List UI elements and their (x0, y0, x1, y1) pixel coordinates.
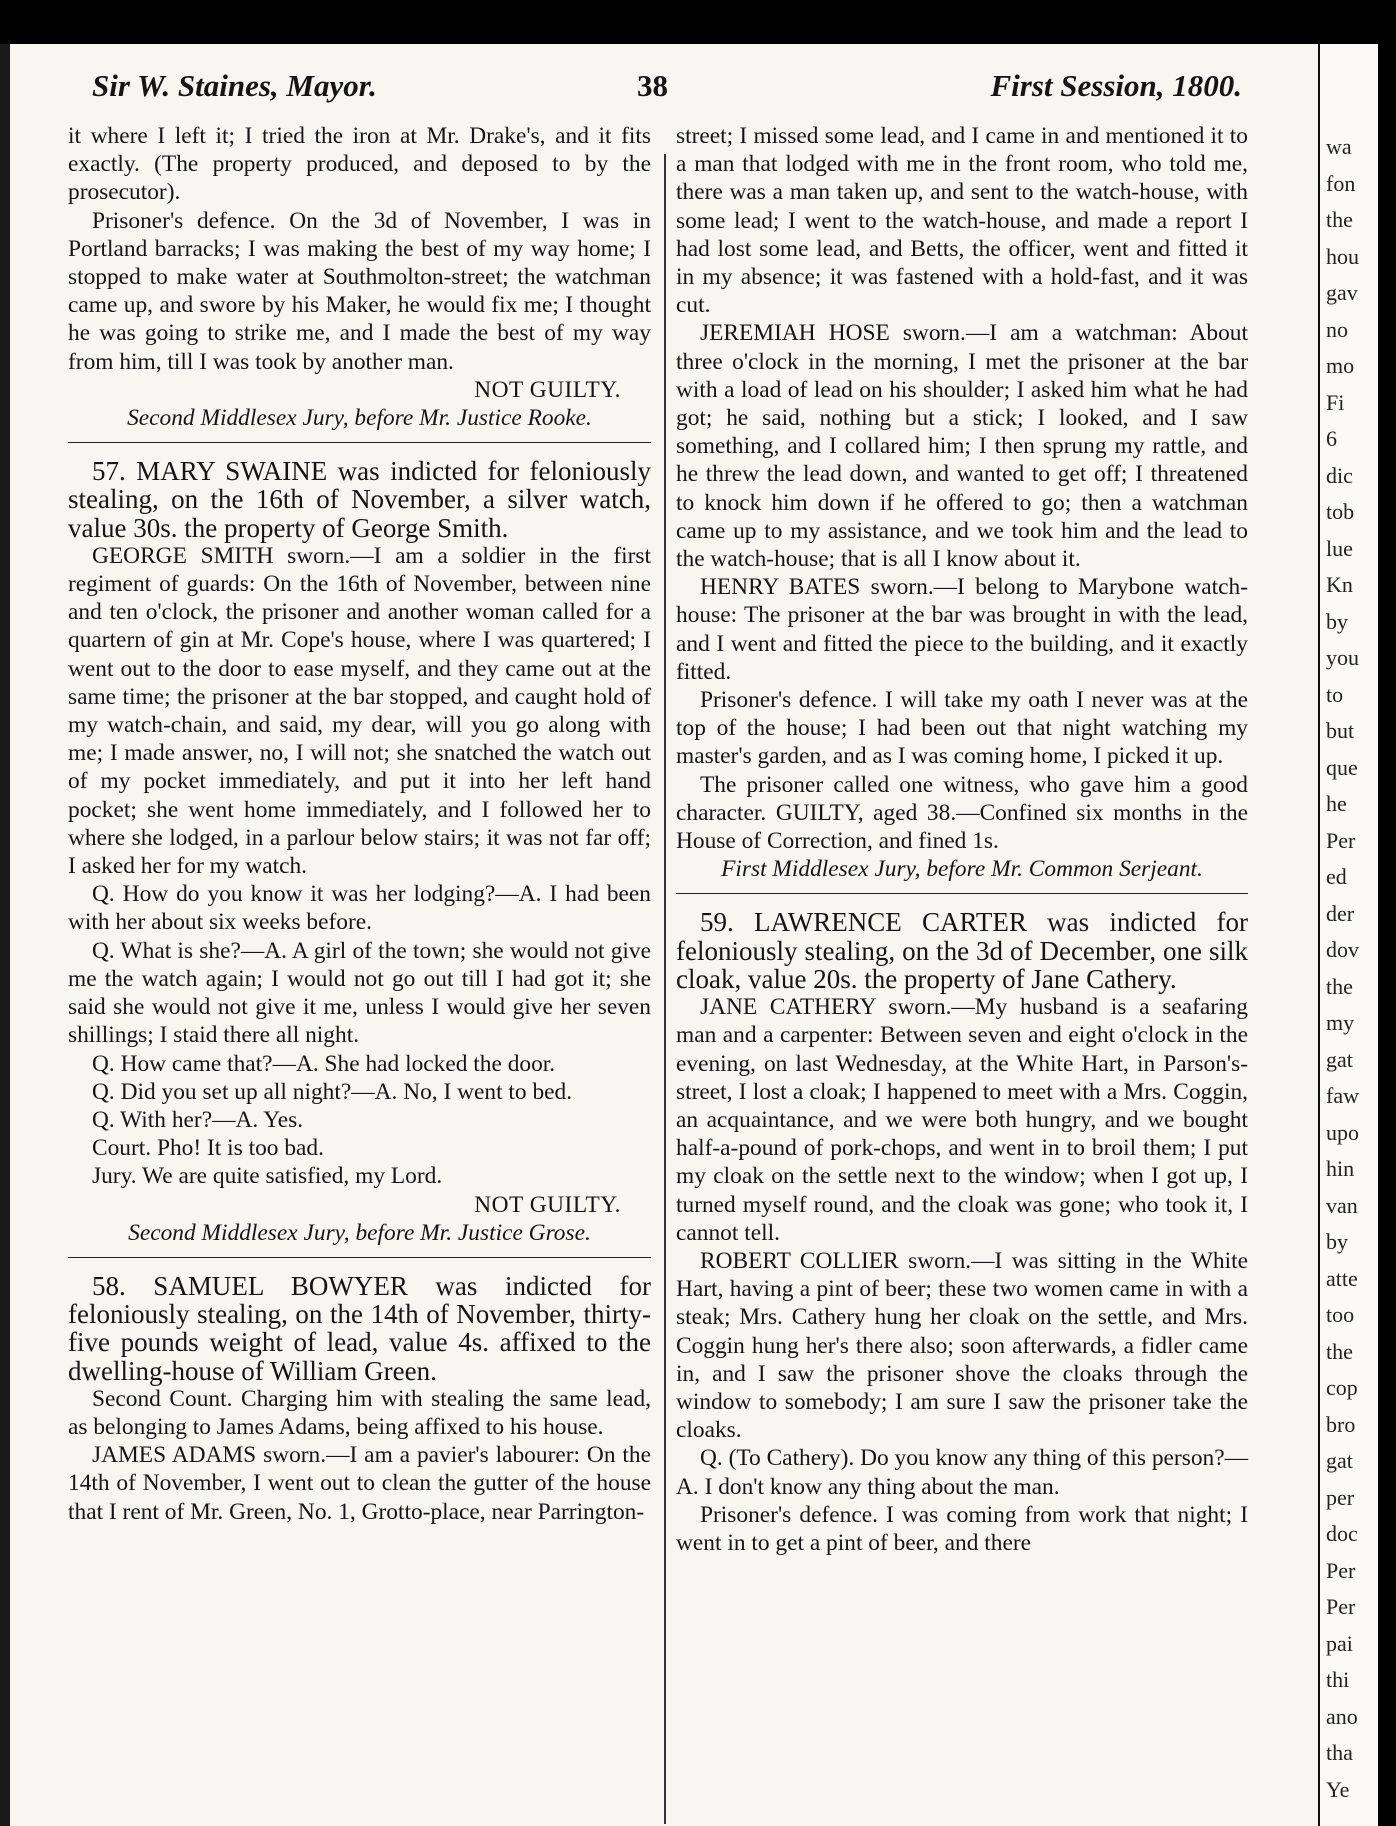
case-heading: 57. MARY SWAINE was indicted for feloniously stealing, on the 16th of November, a silver watch, value 30s. the property of George Smith. (68, 456, 651, 543)
facing-page-fragment: atte (1326, 1265, 1358, 1291)
facing-page-fragment: dic (1326, 462, 1353, 488)
testimony: GEORGE SMITH sworn.—I am a soldier in the first regiment of guards: On the 16th of November, between nine and ten o'clock, the prisoner and another woman called for a quartern of gin at Mr. Cope's house, where I was quartered; I went out to the door to ease myself, and they came out at the same time; the prisoner at the bar stopped, and caught hold of my watch-chain, and said, my dear, will you go along with me; I made answer, no, I will not; she snatched the watch out of my pocket immediately, and put it into her left hand pocket; she went home immediately, and I followed her to where she lodged, in a parlour below stairs; it was not far off; I asked her for my watch. (68, 542, 651, 880)
page-binding-shadow (0, 44, 10, 1826)
question-answer: Q. Did you set up all night?—A. No, I went to bed. (92, 1078, 573, 1105)
facing-page-fragment: Ye (1326, 1776, 1350, 1802)
left-column (68, 122, 651, 1526)
facing-page-fragment: 6 (1326, 426, 1337, 451)
facing-page-fragment: to (1326, 681, 1344, 707)
facing-page-fragment: que (1326, 754, 1358, 780)
facing-page-fragment: gat (1326, 1046, 1353, 1072)
facing-page-fragment: Per (1326, 1594, 1356, 1619)
jury-line: First Middlesex Jury, before Mr. Common Serjeant. (721, 856, 1203, 883)
column-divider (664, 154, 666, 1824)
facing-page-fragment: upo (1326, 1119, 1359, 1145)
running-header (92, 68, 1242, 112)
facing-page-fragment: but (1326, 718, 1355, 743)
facing-page-fragment: the (1326, 1338, 1353, 1364)
testimony: JEREMIAH HOSE sworn.—I am a watchman: About three o'clock in the morning, I met the prisoner at the bar with a load of lead on his shoulder; I asked him what he had got; he said, nothing but a stick; I looked, and I saw something, and I collared him; I then sprung my rattle, and he threw the lead down, and wanted to get off; I threatened to knock him down if he offered to go; then a watchman came up to my assistance, and we took him and the lead to the watch-house; that is all I know about it. (676, 320, 1248, 573)
verdict-sentence: The prisoner called one witness, who gave him a good character. GUILTY, aged 38.—Confined six months in the House of Correction, and fined 1s. (676, 771, 1248, 855)
facing-page-fragment: too (1326, 1302, 1355, 1327)
testimony: JAMES ADAMS sworn.—I am a pavier's labourer: On the 14th of November, I went out to clean the gutter of the house that I rent of Mr. Green, No. 1, Grotto-place, near Parrington- (68, 1442, 651, 1525)
facing-page-fragment: fon (1326, 170, 1356, 196)
jury-line: Second Middlesex Jury, before Mr. Justice Grose. (128, 1219, 591, 1246)
facing-page-fragment: gav (1326, 280, 1358, 305)
facing-page-fragment: mo (1326, 353, 1355, 378)
facing-page-fragment: Per (1326, 827, 1356, 853)
facing-page-fragment: the (1326, 973, 1353, 999)
facing-page-fragment: thi (1326, 1667, 1350, 1692)
page-number: 38 (637, 68, 668, 103)
question-answer: Q. How do you know it was her lodging?—A. I had been with her about six weeks before. (68, 881, 651, 936)
book-page (0, 44, 1396, 1826)
facing-page-fragment: he (1326, 791, 1347, 816)
jury-remark: Jury. We are quite satisfied, my Lord. (92, 1163, 443, 1190)
facing-page-fragment: by (1326, 1229, 1348, 1254)
verdict: NOT GUILTY. (474, 376, 621, 403)
prisoner-defence: Prisoner's defence. I was coming from work that night; I went in to get a pint of beer, and there (676, 1501, 1248, 1556)
question-answer: Q. What is she?—A. A girl of the town; she would not give me the watch again; I would not go out till I had got it; she said she would not give it me, unless I would give her seven shillings; I staid there all night. (68, 937, 651, 1049)
case-separator (68, 442, 651, 443)
facing-page-fragment: der (1326, 900, 1355, 926)
facing-page-fragment: bro (1326, 1411, 1356, 1437)
facing-page-fragment: tob (1326, 499, 1355, 524)
facing-page-fragment: Fi (1326, 389, 1345, 415)
facing-page-fragment: Per (1326, 1557, 1356, 1583)
case-separator (68, 1257, 651, 1258)
question-answer: Q. With her?—A. Yes. (92, 1106, 304, 1133)
scan-border (1378, 44, 1396, 1826)
facing-page-fragment: no (1326, 316, 1348, 342)
jury-line: Second Middlesex Jury, before Mr. Justice Rooke. (127, 405, 592, 432)
testimony: street; I missed some lead, and I came in and mentioned it to a man that lodged with me in the front room, who told me, there was a man taken up, and sent to the watch-house, with some lead; I went to the watch-house, and made a report I had lost some lead, and Betts, the officer, went and fitted it in my absence; it was fastened with a hold-fast, and it was cut. (676, 123, 1248, 319)
facing-page-fragment: Kn (1326, 572, 1353, 597)
facing-page-fragment: hin (1326, 1156, 1355, 1181)
facing-page-fragment: faw (1326, 1083, 1359, 1108)
facing-page-fragment: tha (1326, 1740, 1353, 1765)
facing-page-fragment: the (1326, 207, 1353, 232)
facing-page-fragment: ano (1326, 1703, 1358, 1729)
right-column (676, 122, 1248, 1557)
paragraph: it where I left it; I tried the iron at Mr. Drake's, and it fits exactly. (The property produced, and deposed to by the prosecutor). (68, 123, 651, 206)
second-count: Second Count. Charging him with stealing the same lead, as belonging to James Adams, being affixed to his house. (68, 1385, 651, 1440)
question-answer: Q. (To Cathery). Do you know any thing of this person?—A. I don't know any thing about the man. (676, 1445, 1248, 1500)
facing-page-fragment: doc (1326, 1521, 1358, 1546)
prisoner-defence: Prisoner's defence. I will take my oath I never was at the top of the house; I had been out that night watching my master's garden, and as I was coming home, I picked it up. (676, 687, 1248, 770)
facing-page-edge (1318, 44, 1396, 1826)
case-heading: 58. SAMUEL BOWYER was indicted for feloniously stealing, on the 14th of November, thirty-five pounds weight of lead, value 4s. affixed to the dwelling-house of William Green. (68, 1270, 651, 1386)
facing-page-fragment: lue (1326, 535, 1353, 561)
testimony: JANE CATHERY sworn.—My husband is a seafaring man and a carpenter: Between seven and eight o'clock in the evening, on last Wednesday, at the White Hart, in Parson's-street, I lost a cloak; I happened to meet with a Mrs. Coggin, an acquaintance, and we were both hungry, and we bought half-a-pound of pork-chops, and went in to broil them; I put my cloak on the settle next to the window; when I got up, I turned myself round, and the cloak was gone; who took it, I cannot tell. (676, 994, 1248, 1246)
testimony: ROBERT COLLIER sworn.—I was sitting in the White Hart, having a pint of beer; these two women came in with a steak; Mrs. Cathery hung her cloak on the settle, and Mrs. Coggin hung her's there also; soon afterwards, a fidler came in, and I saw the prisoner shove the cloaks through the window to somebody; I am sure I saw the prisoner take the cloaks. (676, 1247, 1248, 1444)
facing-page-fragment: wa (1326, 134, 1352, 159)
facing-page-fragment: hou (1326, 243, 1359, 269)
case-separator (676, 893, 1248, 894)
facing-page-fragment: ed (1326, 864, 1347, 889)
case-heading: 59. LAWRENCE CARTER was indicted for feloniously stealing, on the 3d of December, one silk cloak, value 20s. the property of Jane Cathery. (676, 907, 1248, 994)
facing-page-fragment: you (1326, 645, 1359, 670)
facing-page-fragment: gat (1326, 1448, 1353, 1473)
verdict: NOT GUILTY. (474, 1191, 621, 1218)
facing-page-fragment: pai (1326, 1630, 1353, 1656)
facing-page-fragment: cop (1326, 1375, 1358, 1400)
header-mayor: Sir W. Staines, Mayor. (92, 68, 377, 103)
facing-page-fragment: per (1326, 1484, 1355, 1510)
facing-page-fragment: my (1326, 1010, 1355, 1035)
facing-page-fragment: by (1326, 608, 1348, 634)
facing-page-fragment: dov (1326, 937, 1359, 962)
facing-page-fragment: van (1326, 1192, 1358, 1218)
question-answer: Q. How came that?—A. She had locked the door. (92, 1050, 556, 1077)
testimony: HENRY BATES sworn.—I belong to Marybone watch-house: The prisoner at the bar was brought in with the lead, and I went and fitted the piece to the building, and it exactly fitted. (676, 574, 1248, 685)
header-session: First Session, 1800. (990, 68, 1242, 103)
prisoner-defence: Prisoner's defence. On the 3d of November, I was in Portland barracks; I was making the best of my way home; I stopped to make water at Southmolton-street; the watchman came up, and swore by his Maker, he would fix me; I thought he was going to strike me, and I made the best of my way from him, till I was took by another man. (68, 207, 651, 375)
court-remark: Court. Pho! It is too bad. (92, 1135, 324, 1162)
